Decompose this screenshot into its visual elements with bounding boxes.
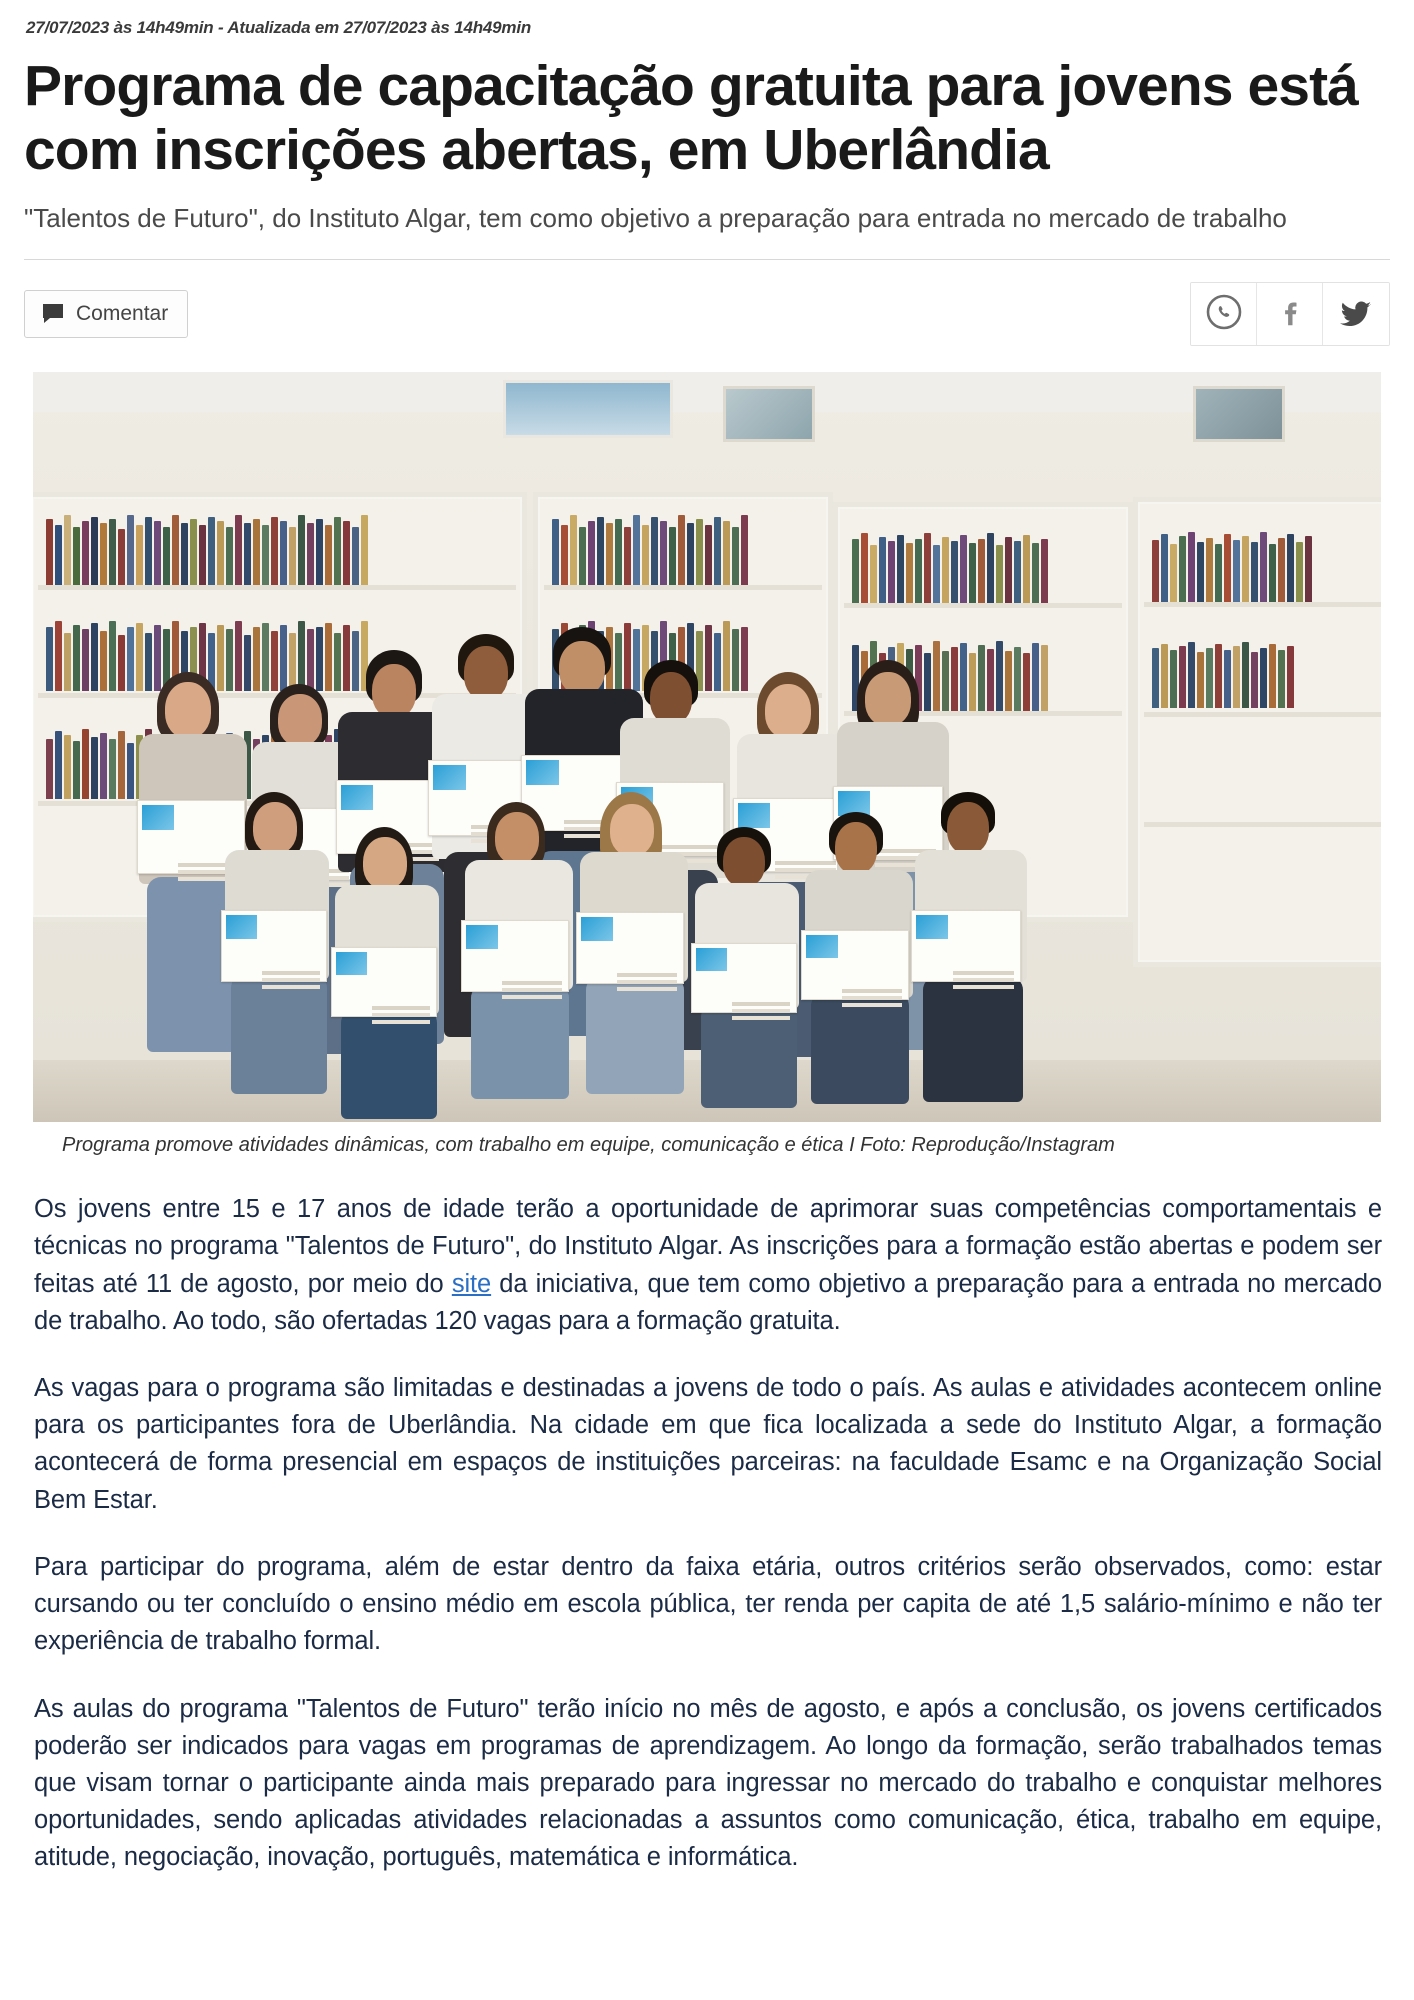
twitter-icon	[1336, 293, 1376, 336]
article-paragraph	[34, 1191, 1382, 1340]
share-buttons	[1190, 282, 1390, 346]
divider	[24, 259, 1390, 260]
whatsapp-icon	[1205, 293, 1243, 336]
article-paragraph: As aulas do programa "Talentos de Futuro" terão início no mês de agosto, e após a conclusão, os jovens certificados poderão ser indicados para vagas em programas de aprendizagem. Ao longo da formação, serão trabalhados temas que visam tornar o participante ainda mais preparado para ingressar no mercado do trabalho e conquistar melhores oportunidades, sendo aplicadas atividades relacionadas a assuntos como comunicação, ética, trabalho em equipe, atitude, negociação, inovação, português, matemática e informática.	[34, 1694, 1382, 1872]
article-body	[22, 1191, 1392, 1877]
photo-caption: Programa promove atividades dinâmicas, com trabalho em equipe, comunicação e ética I Foto: Reprodução/Instagram	[62, 1134, 1115, 1157]
share-facebook-button[interactable]	[1257, 283, 1323, 345]
article-timestamp: 27/07/2023 às 14h49min - Atualizada em 27/07/2023 às 14h49min	[26, 18, 532, 37]
comment-button-label: Comentar	[76, 302, 169, 326]
paragraph-text-after: da iniciativa, que tem como objetivo a preparação para a entrada no mercado de trabalho. Ao todo, são ofertadas 120 vagas para a formação gratuita.	[34, 1269, 1382, 1335]
share-twitter-button[interactable]	[1323, 283, 1389, 345]
article-action-bar	[24, 282, 1390, 346]
inscription-site-link[interactable]: site	[451, 1269, 492, 1298]
article-subheadline: "Talentos de Futuro", do Instituto Algar, tem como objetivo a preparação para entrada no mercado de trabalho	[24, 202, 1287, 233]
paragraph-text-before: Os jovens entre 15 e 17 anos de idade terão a oportunidade de aprimorar suas competências comportamentais e técnicas no programa "Talentos de Futuro", do Instituto Algar. As inscrições para a formação estão abertas e podem ser feitas até 11 de agosto, por meio do	[34, 1195, 1382, 1298]
facebook-icon	[1271, 293, 1309, 336]
share-whatsapp-button[interactable]	[1191, 283, 1257, 345]
page-title: Programa de capacitação gratuita para jovens está com inscrições abertas, em Uberlândia	[24, 54, 1358, 183]
article-photo	[33, 372, 1381, 1122]
comment-button[interactable]	[24, 290, 188, 338]
article-paragraph: Para participar do programa, além de estar dentro da faixa etária, outros critérios serão observados, como: estar cursando ou ter concluído o ensino médio em escola pública, ter renda per capita de até 1,5 salário-mínimo e não ter experiência de trabalho formal.	[34, 1552, 1382, 1656]
comment-icon	[41, 303, 65, 325]
article-paragraph: As vagas para o programa são limitadas e destinadas a jovens de todo o país. As aulas e atividades acontecem online para os participantes fora de Uberlândia. Na cidade em que fica localizada a sede do Instituto Algar, a formação acontecerá de forma presencial em espaços de instituições parceiras: na faculdade Esamc e na Organização Social Bem Estar.	[34, 1374, 1382, 1514]
article-figure	[22, 372, 1392, 1157]
